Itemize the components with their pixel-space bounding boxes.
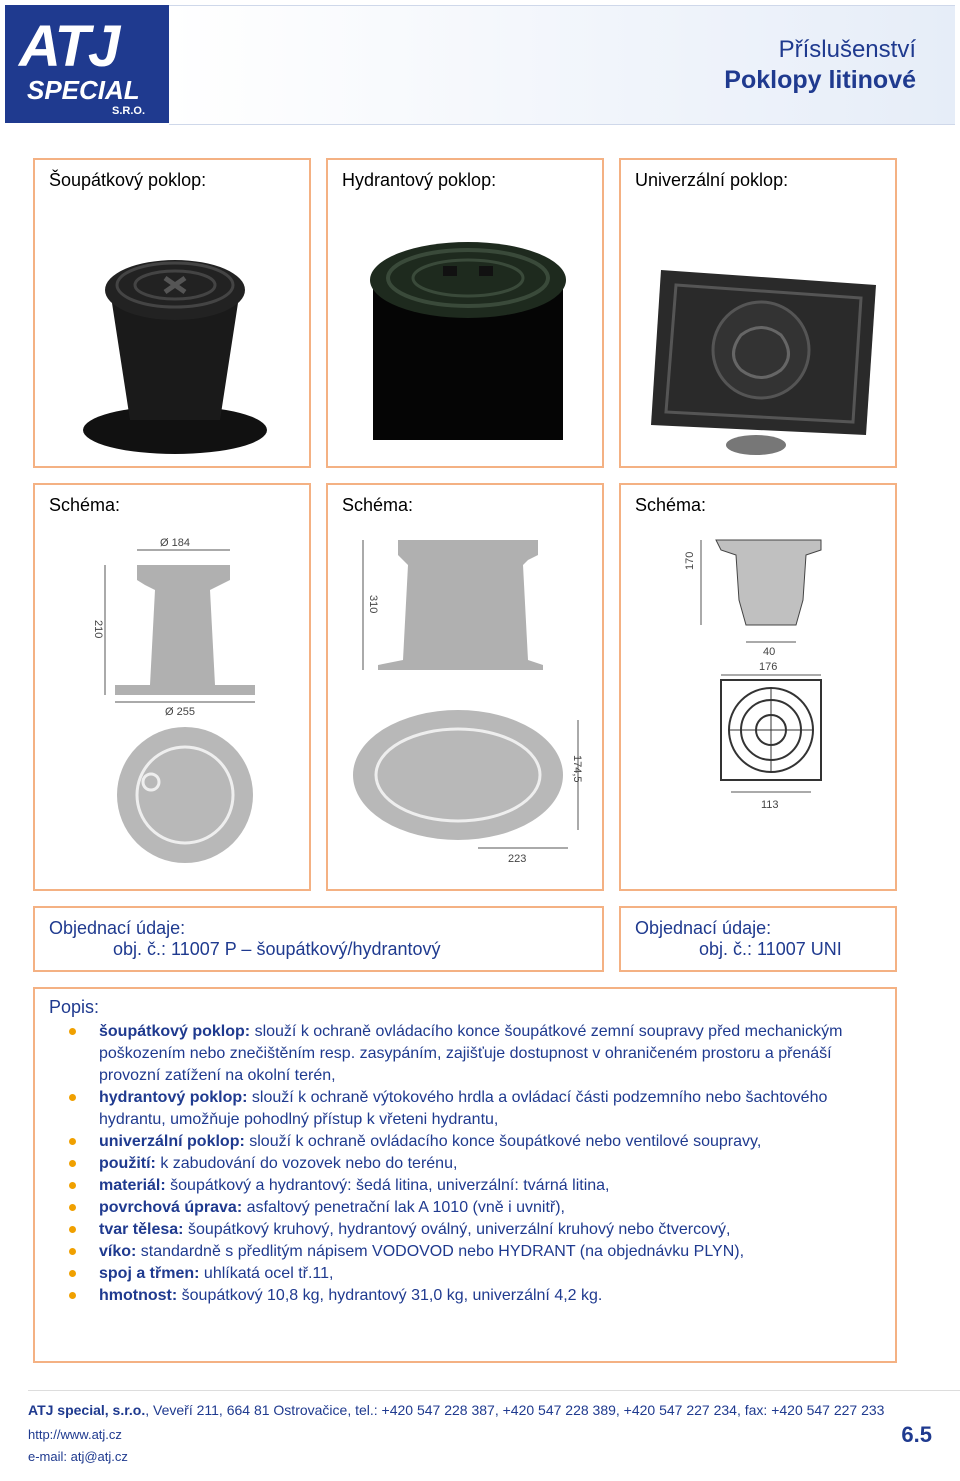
order-heading: Objednací údaje: <box>49 918 186 938</box>
bullet-icon <box>69 1138 76 1145</box>
dim-label: 174,5 <box>571 755 583 783</box>
schema-box-soupatkovy <box>33 483 311 891</box>
schema-label: Schéma: <box>342 495 414 515</box>
footer-contact <box>28 1402 884 1418</box>
dim-label: 113 <box>761 799 779 811</box>
order-heading: Objednací údaje: <box>635 918 772 938</box>
order-number: obj. č.: 11007 P – šoupátkový/hydrantový <box>113 939 441 959</box>
dim-label: 40 <box>763 646 776 658</box>
order-number: obj. č.: 11007 UNI <box>699 939 842 959</box>
hydrantovy-schema <box>348 530 598 880</box>
footer-divider <box>28 1390 960 1391</box>
soupatkovy-schema <box>75 530 295 880</box>
dim-label: 176 <box>759 661 778 673</box>
description-item: univerzální poklop: slouží k ochraně ovládacího konce šoupátkové nebo ventilové soupravy, <box>35 1131 885 1153</box>
description-item: hmotnost: šoupátkový 10,8 kg, hydrantový 31,0 kg, univerzální 4,2 kg. <box>35 1285 885 1307</box>
bullet-icon <box>69 1270 76 1277</box>
schema-label: Schéma: <box>49 495 121 515</box>
description-item: šoupátkový poklop: slouží k ochraně ovládacího konce šoupátkové zemní soupravy před mechanickým poškozením nebo znečištěním resp. zasypáním, zajišťuje dostupnost v ohraničeném prostoru a přenáší provozní zatížení na okolní terén, <box>35 1021 885 1087</box>
schema-box-univerzalni <box>619 483 897 891</box>
company-logo <box>5 5 169 123</box>
product-label: Šoupátkový poklop: <box>49 170 207 190</box>
page-title: Poklopy litinové <box>724 66 916 94</box>
page-category: Příslušenství <box>778 36 916 63</box>
hydrantovy-poklop-photo <box>363 230 573 460</box>
soupatkovy-poklop-photo <box>75 230 275 460</box>
dim-label: Ø 255 <box>165 706 195 718</box>
logo-special: SPECIAL <box>27 75 140 105</box>
header-band <box>169 5 955 125</box>
bullet-icon <box>69 1248 76 1255</box>
product-label: Hydrantový poklop: <box>342 170 497 190</box>
description-item: hydrantový poklop: slouží k ochraně výtokového hrdla a ovládací části podzemního nebo šachtového hydrantu, umožňuje pohodlný přístup k vřeteni hydrantu, <box>35 1087 885 1131</box>
description-item: víko: standardně s předlitým nápisem VODOVOD nebo HYDRANT (na objednávku PLYN), <box>35 1241 885 1263</box>
product-label: Univerzální poklop: <box>635 170 789 190</box>
schema-box-hydrantovy <box>326 483 604 891</box>
footer-company: ATJ special, s.r.o. <box>28 1402 146 1418</box>
schema-label: Schéma: <box>635 495 707 515</box>
univerzalni-schema <box>671 530 871 880</box>
description-item: materiál: šoupátkový a hydrantový: šedá litina, univerzální: tvárná litina, <box>35 1175 885 1197</box>
product-box-univerzalni <box>619 158 897 468</box>
description-item: spoj a třmen: uhlíkatá ocel tř.11, <box>35 1263 885 1285</box>
bullet-icon <box>69 1182 76 1189</box>
bullet-icon <box>69 1028 76 1035</box>
description-box <box>33 987 897 1363</box>
page-number: 6.5 <box>901 1422 932 1447</box>
dim-label: 223 <box>508 853 527 865</box>
bullet-icon <box>69 1204 76 1211</box>
order-box-2 <box>619 906 897 972</box>
bullet-icon <box>69 1226 76 1233</box>
logo-text: ATJ <box>19 14 119 79</box>
dim-label: 170 <box>684 551 696 570</box>
dim-label: 210 <box>92 620 104 639</box>
product-box-hydrantovy <box>326 158 604 468</box>
description-item: použití: k zabudování do vozovek nebo do terénu, <box>35 1153 885 1175</box>
dim-label: Ø 184 <box>160 537 190 549</box>
description-item: tvar tělesa: šoupátkový kruhový, hydrantový oválný, univerzální kruhový nebo čtvercový, <box>35 1219 885 1241</box>
footer-address: , Veveří 211, 664 81 Ostrovačice, tel.: +420 547 228 387, +420 547 228 389, +420 547 227 234, fax: +420 547 227 233 <box>145 1402 885 1418</box>
footer-web-link[interactable]: http://www.atj.cz <box>28 1427 122 1442</box>
description-item: povrchová úprava: asfaltový penetrační lak A 1010 (vně i uvnitř), <box>35 1197 885 1219</box>
description-list <box>35 1021 885 1307</box>
footer-email-link[interactable]: e-mail: atj@atj.cz <box>28 1449 128 1464</box>
product-box-soupatkovy <box>33 158 311 468</box>
bullet-icon <box>69 1292 76 1299</box>
bullet-icon <box>69 1094 76 1101</box>
description-heading: Popis: <box>49 997 100 1017</box>
dim-label: 310 <box>367 595 379 614</box>
bullet-icon <box>69 1160 76 1167</box>
logo-sro: S.R.O. <box>112 105 146 117</box>
univerzalni-poklop-photo <box>641 260 881 460</box>
order-box-1 <box>33 906 604 972</box>
